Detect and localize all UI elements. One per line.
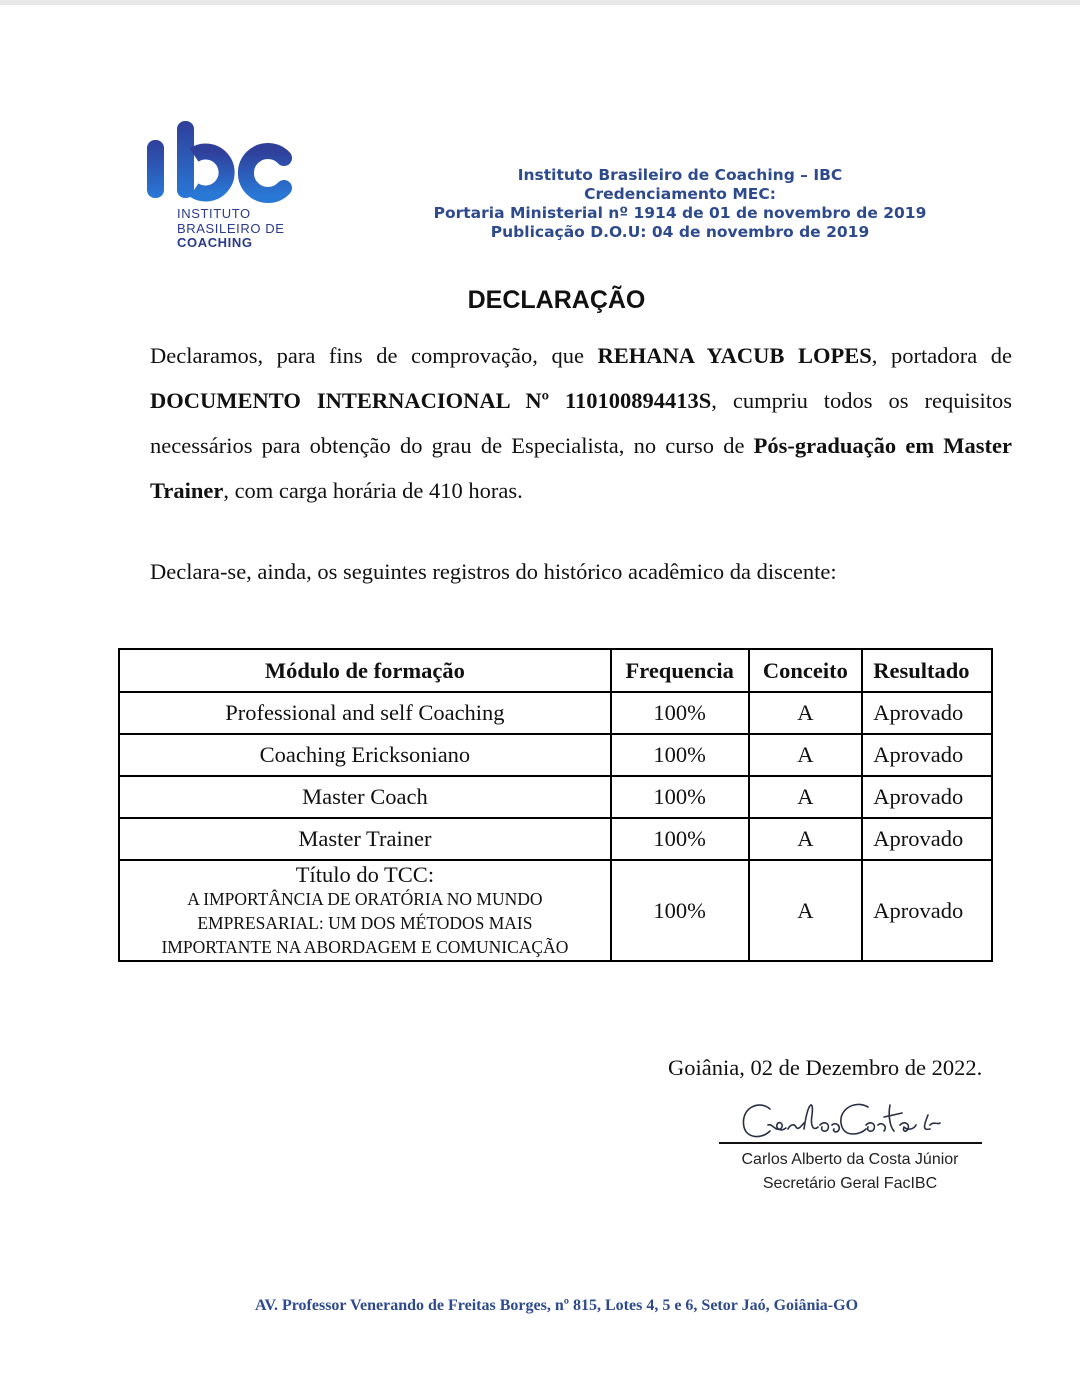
cell-resultado: Aprovado: [862, 776, 992, 818]
logo-line-1: INSTITUTO: [177, 206, 251, 221]
header-modulo: Módulo de formação: [119, 649, 611, 692]
cell-frequencia: 100%: [611, 860, 749, 961]
ibc-logo: [145, 118, 295, 258]
logo-line-3: COACHING: [177, 235, 253, 250]
records-intro: Declara-se, ainda, os seguintes registros do histórico acadêmico da discente:: [150, 559, 837, 584]
tcc-title-line-2: EMPRESARIAL: UM DOS MÉTODOS MAIS: [197, 912, 533, 933]
cell-modulo: Master Coach: [119, 776, 611, 818]
signer-name: Carlos Alberto da Costa Júnior: [741, 1151, 959, 1168]
header-resultado: Resultado: [862, 649, 992, 692]
academic-records-table: [118, 648, 993, 962]
cell-resultado: Aprovado: [862, 734, 992, 776]
cell-resultado: Aprovado: [862, 860, 992, 961]
document-number: DOCUMENTO INTERNACIONAL Nº 110100894413S: [150, 388, 712, 413]
cell-conceito: A: [749, 818, 863, 860]
cell-modulo: Master Trainer: [119, 818, 611, 860]
paragraph-text-1: Declaramos, para fins de comprovação, que: [150, 343, 598, 368]
header-frequencia: Frequencia: [611, 649, 749, 692]
cell-frequencia: 100%: [611, 776, 749, 818]
header-line-3: Portaria Ministerial nº 1914 de 01 de novembro de 2019: [433, 204, 927, 222]
cell-modulo: Coaching Ericksoniano: [119, 734, 611, 776]
cell-tcc: [119, 860, 611, 961]
tcc-label: Título do TCC:: [295, 861, 435, 887]
paragraph-text-2: , portadora de: [871, 343, 1012, 368]
ibc-logo-mark-icon: [145, 118, 295, 203]
cell-conceito: A: [749, 734, 863, 776]
cell-frequencia: 100%: [611, 734, 749, 776]
tcc-title-line-1: A IMPORTÂNCIA DE ORATÓRIA NO MUNDO: [187, 888, 543, 909]
declaration-paragraph: [150, 333, 1012, 513]
cell-conceito: A: [749, 692, 863, 734]
table-row-tcc: [119, 860, 992, 961]
table-row: [119, 776, 992, 818]
cell-frequencia: 100%: [611, 818, 749, 860]
header-line-1: Instituto Brasileiro de Coaching – IBC: [517, 166, 843, 184]
document-title: DECLARAÇÃO: [467, 286, 646, 314]
header-line-4: Publicação D.O.U: 04 de novembro de 2019: [490, 223, 870, 241]
signature-line: [719, 1142, 982, 1144]
cell-resultado: Aprovado: [862, 818, 992, 860]
student-name: REHANA YACUB LOPES: [597, 343, 872, 368]
tcc-title-line-3: IMPORTANTE NA ABORDAGEM E COMUNICAÇÃO: [161, 936, 569, 957]
course-name: Pós-graduação em Master Trainer: [150, 433, 1013, 503]
issue-date: Goiânia, 02 de Dezembro de 2022.: [668, 1055, 983, 1080]
logo-line-2: BRASILEIRO DE: [177, 220, 285, 236]
footer-address: AV. Professor Venerando de Freitas Borges, nº 815, Lotes 4, 5 e 6, Setor Jaó, Goiânia-GO: [254, 1297, 859, 1314]
cell-resultado: Aprovado: [862, 692, 992, 734]
cell-modulo: Professional and self Coaching: [119, 692, 611, 734]
header-conceito: Conceito: [749, 649, 863, 692]
header-line-2: Credenciamento MEC:: [584, 185, 776, 203]
paragraph-text-3: , cumpriu todos os requisitos necessários para obtenção do grau de Especialista, no curso de: [150, 388, 1012, 458]
table-header-row: [119, 649, 992, 692]
cell-frequencia: 100%: [611, 692, 749, 734]
cell-conceito: A: [749, 860, 863, 961]
table-row: [119, 692, 992, 734]
top-border: [0, 0, 1080, 5]
table-row: [119, 818, 992, 860]
signer-role: Secretário Geral FacIBC: [762, 1175, 938, 1192]
cell-conceito: A: [749, 776, 863, 818]
logo-text: [177, 207, 285, 251]
paragraph-text-4: , com carga horária de 410 horas.: [223, 478, 523, 503]
institution-header: [400, 166, 960, 242]
signer-block: [700, 1148, 1000, 1196]
table-row: [119, 734, 992, 776]
